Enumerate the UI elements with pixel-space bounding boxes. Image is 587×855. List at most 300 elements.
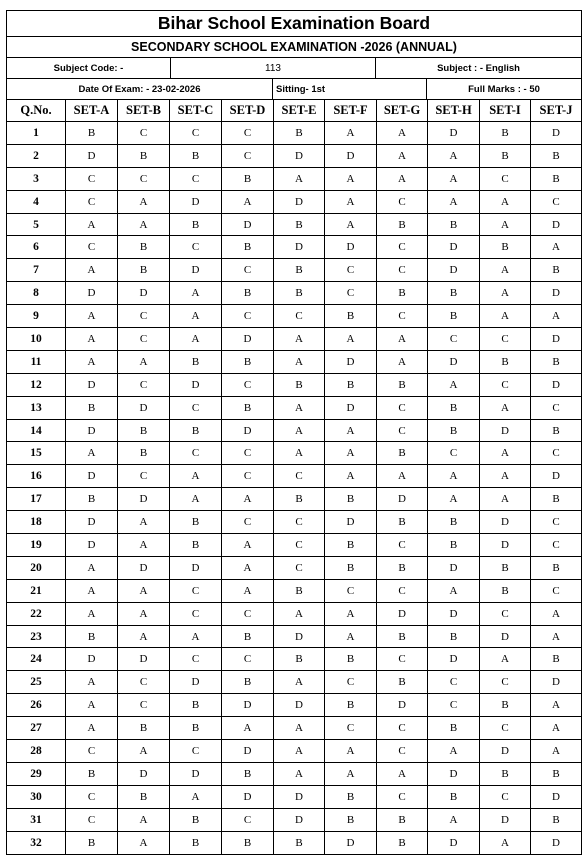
- question-number: 29: [7, 762, 66, 785]
- table-row: [7, 602, 582, 625]
- table-row: [7, 579, 582, 602]
- answer-cell: B: [377, 671, 428, 694]
- answer-cell: B: [480, 762, 531, 785]
- subject-name: Subject : - English: [376, 58, 582, 79]
- answer-cell: B: [170, 694, 222, 717]
- answer-cell: B: [377, 442, 428, 465]
- answer-cell: C: [222, 144, 274, 167]
- answer-cell: A: [118, 213, 170, 236]
- answer-cell: A: [222, 717, 274, 740]
- answer-cell: A: [428, 465, 480, 488]
- answer-cell: A: [118, 511, 170, 534]
- answer-cell: A: [325, 190, 377, 213]
- answer-cell: A: [428, 740, 480, 763]
- answer-cell: A: [118, 190, 170, 213]
- answer-cell: D: [170, 373, 222, 396]
- table-row: [7, 350, 582, 373]
- answer-cell: C: [377, 419, 428, 442]
- answer-cell: A: [428, 167, 480, 190]
- answer-cell: B: [325, 488, 377, 511]
- table-row: [7, 144, 582, 167]
- answer-cell: C: [274, 305, 325, 328]
- answer-cell: B: [274, 648, 325, 671]
- answer-cell: D: [428, 122, 480, 145]
- question-number: 27: [7, 717, 66, 740]
- answer-cell: A: [118, 625, 170, 648]
- column-header-set-g: SET-G: [377, 100, 428, 122]
- answer-cell: A: [66, 328, 118, 351]
- answer-cell: C: [377, 396, 428, 419]
- answer-cell: A: [325, 762, 377, 785]
- table-row: [7, 717, 582, 740]
- answer-cell: C: [377, 740, 428, 763]
- answer-cell: D: [531, 373, 582, 396]
- answer-cell: C: [531, 511, 582, 534]
- question-number: 23: [7, 625, 66, 648]
- answer-cell: B: [170, 350, 222, 373]
- answer-cell: C: [118, 373, 170, 396]
- answer-cell: B: [66, 831, 118, 854]
- answer-cell: C: [118, 465, 170, 488]
- question-number: 18: [7, 511, 66, 534]
- answer-cell: D: [428, 602, 480, 625]
- question-number: 25: [7, 671, 66, 694]
- answer-cell: B: [377, 556, 428, 579]
- answer-cell: A: [531, 305, 582, 328]
- answer-cell: D: [428, 350, 480, 373]
- answer-cell: D: [428, 648, 480, 671]
- answer-cell: A: [325, 740, 377, 763]
- answer-cell: B: [531, 648, 582, 671]
- answer-cell: B: [118, 785, 170, 808]
- answer-cell: A: [325, 602, 377, 625]
- answer-cell: B: [170, 511, 222, 534]
- answer-cell: A: [377, 465, 428, 488]
- column-header-qno: Q.No.: [7, 100, 66, 122]
- answer-cell: D: [531, 785, 582, 808]
- answer-cell: B: [170, 717, 222, 740]
- answer-cell: D: [222, 213, 274, 236]
- answer-cell: A: [222, 556, 274, 579]
- answer-cell: D: [325, 396, 377, 419]
- answer-cell: D: [170, 190, 222, 213]
- answer-cell: A: [531, 625, 582, 648]
- answer-cell: A: [325, 442, 377, 465]
- answer-cell: A: [480, 648, 531, 671]
- answer-cell: A: [480, 396, 531, 419]
- answer-cell: B: [377, 625, 428, 648]
- column-header-set-b: SET-B: [118, 100, 170, 122]
- column-header-set-h: SET-H: [428, 100, 480, 122]
- answer-cell: C: [170, 236, 222, 259]
- answer-cell: B: [66, 396, 118, 419]
- question-number: 19: [7, 534, 66, 557]
- answer-cell: B: [170, 831, 222, 854]
- answer-cell: C: [170, 602, 222, 625]
- answer-cell: C: [170, 740, 222, 763]
- column-header-set-e: SET-E: [274, 100, 325, 122]
- answer-cell: D: [480, 625, 531, 648]
- table-row: [7, 785, 582, 808]
- answer-cell: B: [428, 213, 480, 236]
- answer-cell: A: [325, 122, 377, 145]
- question-number: 12: [7, 373, 66, 396]
- answer-cell: A: [274, 442, 325, 465]
- question-number: 6: [7, 236, 66, 259]
- answer-cell: A: [66, 259, 118, 282]
- sitting: Sitting- 1st: [273, 79, 427, 100]
- answer-cell: D: [170, 671, 222, 694]
- answer-cell: A: [274, 396, 325, 419]
- table-row: [7, 488, 582, 511]
- answer-cell: D: [170, 259, 222, 282]
- answer-cell: A: [480, 442, 531, 465]
- table-row: [7, 534, 582, 557]
- answer-cell: B: [480, 236, 531, 259]
- answer-cell: D: [66, 144, 118, 167]
- answer-cell: D: [325, 236, 377, 259]
- answer-cell: C: [118, 671, 170, 694]
- answer-cell: A: [66, 442, 118, 465]
- answer-cell: B: [480, 579, 531, 602]
- table-row: [7, 465, 582, 488]
- answer-cell: A: [66, 556, 118, 579]
- answer-cell: A: [325, 213, 377, 236]
- answer-cell: C: [377, 648, 428, 671]
- answer-cell: D: [325, 831, 377, 854]
- answer-cell: C: [377, 259, 428, 282]
- answer-cell: C: [66, 808, 118, 831]
- column-header-set-c: SET-C: [170, 100, 222, 122]
- answer-cell: A: [428, 808, 480, 831]
- question-number: 7: [7, 259, 66, 282]
- answer-cell: C: [377, 236, 428, 259]
- answer-cell: D: [531, 328, 582, 351]
- answer-cell: B: [531, 762, 582, 785]
- answer-cell: C: [118, 122, 170, 145]
- answer-cell: D: [118, 556, 170, 579]
- table-row: [7, 762, 582, 785]
- answer-cell: B: [118, 259, 170, 282]
- answer-cell: B: [325, 305, 377, 328]
- answer-key-sheet: [6, 10, 581, 855]
- question-number: 2: [7, 144, 66, 167]
- answer-cell: A: [170, 625, 222, 648]
- answer-cell: A: [274, 350, 325, 373]
- question-number: 10: [7, 328, 66, 351]
- answer-cell: A: [325, 465, 377, 488]
- answer-cell: B: [222, 167, 274, 190]
- answer-cell: D: [480, 419, 531, 442]
- question-number: 9: [7, 305, 66, 328]
- answer-cell: B: [428, 419, 480, 442]
- answer-cell: D: [325, 350, 377, 373]
- answer-cell: B: [118, 419, 170, 442]
- answer-cell: C: [66, 167, 118, 190]
- answer-cell: A: [274, 671, 325, 694]
- answer-cell: C: [222, 808, 274, 831]
- answer-cell: A: [480, 465, 531, 488]
- answer-cell: B: [480, 350, 531, 373]
- answer-cell: A: [428, 488, 480, 511]
- question-number: 8: [7, 282, 66, 305]
- answer-cell: C: [531, 534, 582, 557]
- answer-cell: B: [66, 762, 118, 785]
- answer-cell: D: [118, 282, 170, 305]
- answer-cell: B: [480, 556, 531, 579]
- answer-cell: D: [377, 602, 428, 625]
- answer-cell: B: [325, 648, 377, 671]
- answer-cell: C: [377, 579, 428, 602]
- answer-cell: D: [118, 762, 170, 785]
- answer-cell: C: [428, 694, 480, 717]
- question-number: 16: [7, 465, 66, 488]
- table-row: [7, 740, 582, 763]
- answer-cell: D: [66, 465, 118, 488]
- answer-cell: B: [274, 579, 325, 602]
- answer-cell: A: [428, 190, 480, 213]
- answer-cell: D: [428, 831, 480, 854]
- answer-cell: A: [480, 282, 531, 305]
- answer-cell: D: [274, 785, 325, 808]
- answer-cell: D: [531, 831, 582, 854]
- answer-cell: A: [377, 144, 428, 167]
- answer-cell: B: [428, 785, 480, 808]
- answer-cell: A: [66, 213, 118, 236]
- answer-cell: B: [170, 534, 222, 557]
- answer-cell: D: [274, 625, 325, 648]
- answer-cell: B: [118, 236, 170, 259]
- answer-cell: A: [170, 465, 222, 488]
- table-row: [7, 122, 582, 145]
- answer-cell: A: [428, 144, 480, 167]
- answer-cell: A: [66, 717, 118, 740]
- answer-cell: C: [170, 579, 222, 602]
- answer-cell: C: [222, 465, 274, 488]
- answer-cell: D: [274, 144, 325, 167]
- answer-cell: C: [222, 122, 274, 145]
- answer-cell: B: [377, 511, 428, 534]
- answer-cell: B: [377, 831, 428, 854]
- answer-cell: A: [377, 328, 428, 351]
- answer-cell: D: [222, 328, 274, 351]
- answer-cell: D: [531, 282, 582, 305]
- question-number: 22: [7, 602, 66, 625]
- answer-cell: A: [325, 419, 377, 442]
- table-row: [7, 419, 582, 442]
- answer-cell: D: [531, 465, 582, 488]
- column-header-set-f: SET-F: [325, 100, 377, 122]
- table-row: [7, 373, 582, 396]
- question-number: 13: [7, 396, 66, 419]
- answer-cell: D: [480, 808, 531, 831]
- answer-cell: B: [118, 144, 170, 167]
- answer-cell: C: [170, 122, 222, 145]
- answer-cell: C: [325, 671, 377, 694]
- answer-cell: C: [222, 259, 274, 282]
- question-number: 3: [7, 167, 66, 190]
- answer-cell: D: [274, 236, 325, 259]
- answer-cell: A: [531, 740, 582, 763]
- table-row: [7, 625, 582, 648]
- table-row: [7, 808, 582, 831]
- answer-cell: D: [428, 556, 480, 579]
- answer-cell: D: [222, 740, 274, 763]
- answer-cell: D: [531, 671, 582, 694]
- table-row: [7, 328, 582, 351]
- answer-cell: B: [170, 419, 222, 442]
- answer-cell: A: [480, 259, 531, 282]
- answer-cell: C: [274, 511, 325, 534]
- answer-cell: A: [377, 762, 428, 785]
- table-row: [7, 694, 582, 717]
- answer-cell: B: [428, 717, 480, 740]
- question-number: 14: [7, 419, 66, 442]
- answer-cell: C: [222, 511, 274, 534]
- answer-cell: C: [325, 717, 377, 740]
- answer-cell: C: [377, 717, 428, 740]
- answer-cell: B: [325, 808, 377, 831]
- answer-cell: A: [274, 419, 325, 442]
- answer-cell: B: [274, 373, 325, 396]
- answer-cell: B: [325, 694, 377, 717]
- answer-cell: B: [428, 396, 480, 419]
- full-marks: Full Marks : - 50: [427, 79, 582, 100]
- answer-key-table: [6, 99, 582, 855]
- answer-cell: B: [274, 122, 325, 145]
- answer-cell: A: [377, 122, 428, 145]
- answer-cell: B: [377, 282, 428, 305]
- board-title: Bihar School Examination Board: [7, 11, 582, 37]
- question-number: 15: [7, 442, 66, 465]
- answer-cell: C: [170, 648, 222, 671]
- answer-cell: A: [118, 602, 170, 625]
- answer-cell: C: [118, 694, 170, 717]
- answer-cell: C: [222, 648, 274, 671]
- answer-cell: B: [428, 305, 480, 328]
- answer-cell: D: [377, 488, 428, 511]
- answer-cell: A: [170, 785, 222, 808]
- answer-cell: A: [531, 694, 582, 717]
- answer-cell: C: [325, 282, 377, 305]
- answer-cell: A: [118, 579, 170, 602]
- answer-cell: B: [222, 831, 274, 854]
- answer-cell: C: [531, 579, 582, 602]
- answer-cell: A: [274, 762, 325, 785]
- subject-code-label: Subject Code: -: [7, 58, 171, 79]
- answer-cell: B: [274, 259, 325, 282]
- answer-cell: A: [274, 167, 325, 190]
- answer-cell: C: [480, 602, 531, 625]
- answer-cell: B: [222, 625, 274, 648]
- answer-cell: B: [274, 213, 325, 236]
- answer-cell: D: [66, 373, 118, 396]
- answer-cell: B: [170, 144, 222, 167]
- answer-cell: A: [118, 831, 170, 854]
- answer-cell: A: [480, 831, 531, 854]
- answer-cell: D: [66, 648, 118, 671]
- answer-cell: D: [325, 144, 377, 167]
- answer-cell: B: [118, 442, 170, 465]
- answer-cell: A: [66, 305, 118, 328]
- answer-cell: D: [66, 511, 118, 534]
- answer-cell: A: [480, 488, 531, 511]
- answer-cell: D: [66, 419, 118, 442]
- answer-cell: B: [377, 808, 428, 831]
- answer-cell: C: [170, 396, 222, 419]
- answer-cell: B: [531, 167, 582, 190]
- answer-cell: D: [531, 122, 582, 145]
- answer-cell: C: [428, 442, 480, 465]
- answer-cell: D: [170, 556, 222, 579]
- answer-cell: D: [274, 190, 325, 213]
- answer-cell: D: [118, 488, 170, 511]
- answer-cell: C: [480, 373, 531, 396]
- question-number: 31: [7, 808, 66, 831]
- answer-cell: B: [377, 373, 428, 396]
- answer-cell: D: [325, 511, 377, 534]
- answer-cell: C: [66, 190, 118, 213]
- answer-cell: B: [66, 122, 118, 145]
- answer-cell: C: [325, 579, 377, 602]
- answer-cell: D: [274, 694, 325, 717]
- question-number: 21: [7, 579, 66, 602]
- answer-cell: D: [428, 762, 480, 785]
- answer-cell: C: [222, 442, 274, 465]
- answer-cell: A: [325, 625, 377, 648]
- answer-cell: B: [222, 282, 274, 305]
- table-row: [7, 396, 582, 419]
- answer-cell: A: [274, 717, 325, 740]
- answer-cell: B: [428, 511, 480, 534]
- answer-cell: A: [222, 190, 274, 213]
- answer-cell: C: [66, 236, 118, 259]
- answer-cell: A: [377, 167, 428, 190]
- answer-cell: C: [480, 671, 531, 694]
- table-row: [7, 671, 582, 694]
- answer-cell: B: [274, 488, 325, 511]
- answer-cell: C: [531, 396, 582, 419]
- answer-cell: B: [480, 122, 531, 145]
- answer-cell: B: [325, 373, 377, 396]
- answer-cell: C: [377, 534, 428, 557]
- answer-cell: C: [325, 259, 377, 282]
- answer-cell: C: [480, 328, 531, 351]
- answer-cell: C: [118, 305, 170, 328]
- answer-cell: A: [480, 190, 531, 213]
- answer-cell: A: [66, 694, 118, 717]
- answer-cell: D: [66, 534, 118, 557]
- answer-cell: B: [531, 144, 582, 167]
- table-row: [7, 511, 582, 534]
- exam-date: Date Of Exam: - 23-02-2026: [7, 79, 273, 100]
- answer-cell: A: [222, 579, 274, 602]
- question-number: 11: [7, 350, 66, 373]
- answer-cell: D: [274, 808, 325, 831]
- answer-cell: A: [170, 488, 222, 511]
- answer-cell: B: [325, 556, 377, 579]
- answer-cell: C: [428, 328, 480, 351]
- answer-cell: D: [480, 511, 531, 534]
- answer-cell: B: [428, 625, 480, 648]
- answer-cell: B: [480, 694, 531, 717]
- answer-cell: A: [222, 534, 274, 557]
- answer-cell: B: [222, 396, 274, 419]
- answer-cell: A: [170, 328, 222, 351]
- answer-cell: B: [222, 236, 274, 259]
- header-table: [6, 10, 582, 100]
- answer-cell: A: [428, 373, 480, 396]
